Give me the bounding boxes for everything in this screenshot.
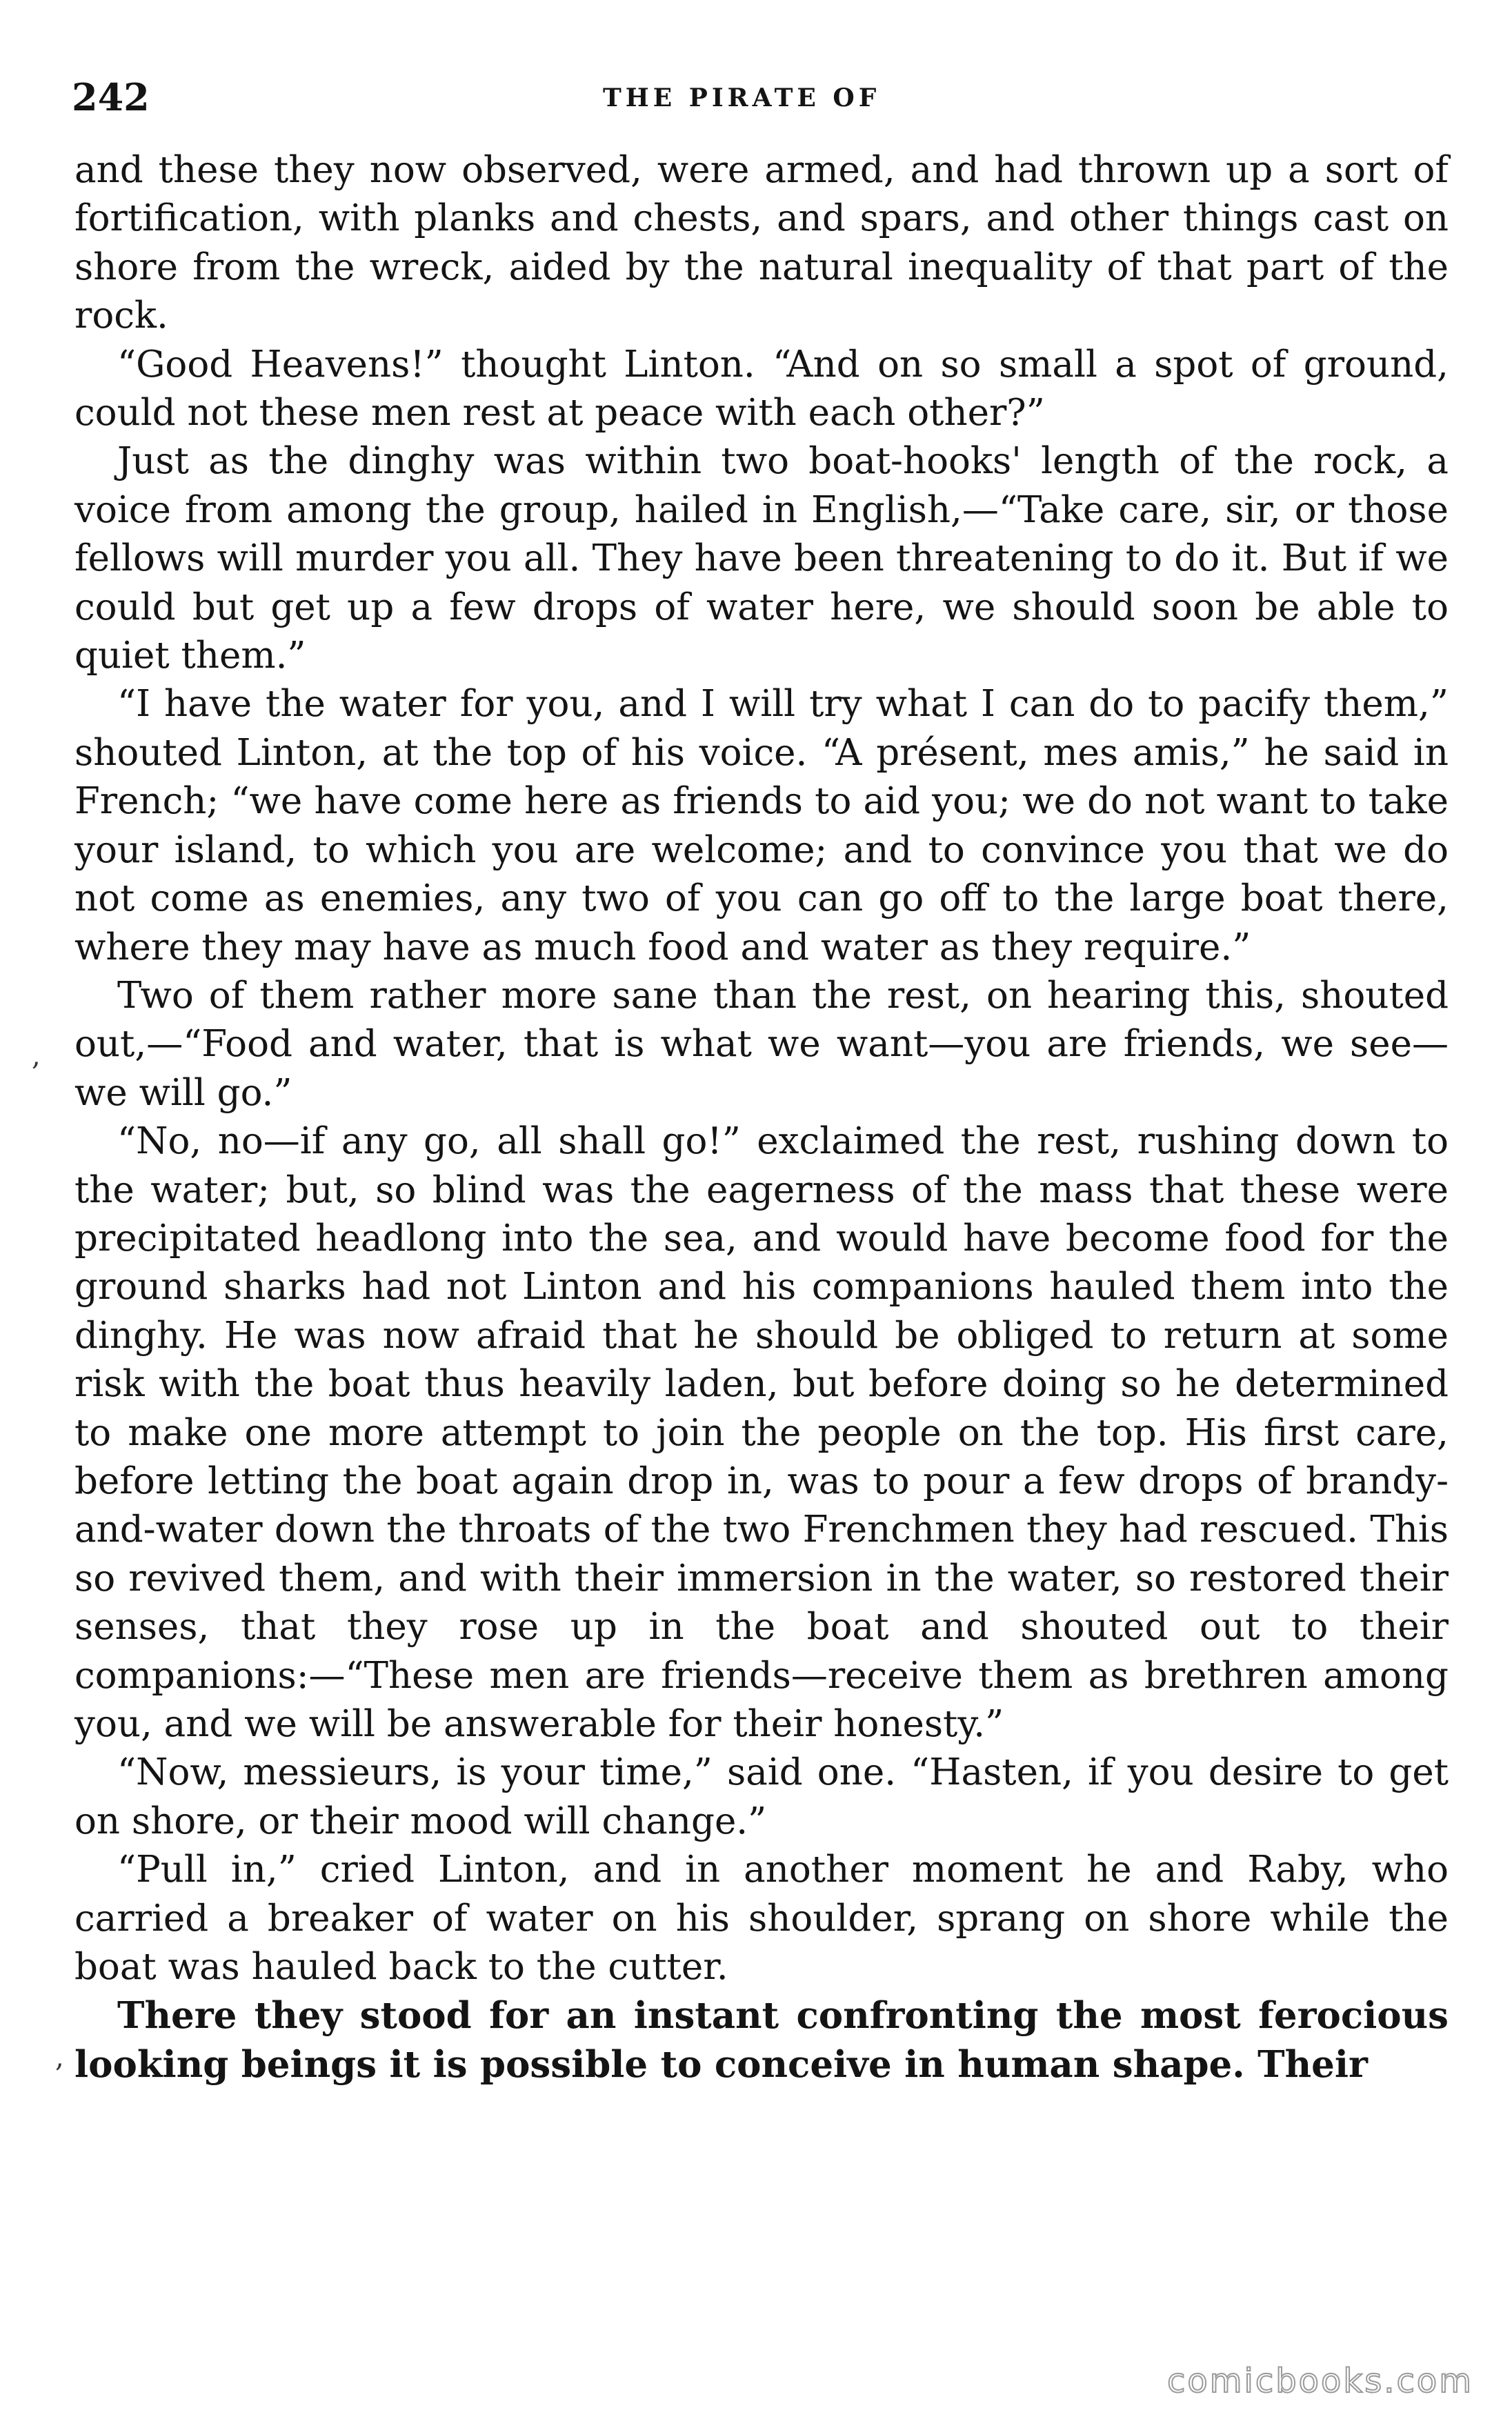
- running-head: THE PIRATE OF: [603, 83, 881, 112]
- paragraph-9: There they stood for an instant confronting the most ferocious looking beings it is possible to conceive in human shape. Their: [74, 1994, 1449, 2086]
- paragraph-5: Two of them rather more sane than the rest, on hearing this, shouted out,—“Food and water, that is what we want—you are friends, we see—we will go.”: [74, 974, 1449, 1114]
- body-text: [74, 146, 1449, 2089]
- page-header: [72, 66, 1451, 128]
- paragraph-4: “I have the water for you, and I will try what I can do to pacify them,” shouted Linton, at the top of his voice. “A présent, mes amis,” he said in French; “we have come here as friends to aid you; we do not want to take your island, to which you are welcome; and to convince you that we do not come as enemies, any two of you can go off to the large boat there, where they may have as much food and water as they require.”: [74, 683, 1449, 968]
- margin-mark: ,: [55, 2042, 64, 2073]
- watermark: comicbooks.com: [1166, 2362, 1473, 2400]
- page-number: 242: [72, 75, 150, 119]
- paragraph-3: Just as the dinghy was within two boat-hooks' length of the rock, a voice from among the group, hailed in English,—“Take care, sir, or those fellows will murder you all. They have been threatening to do it. But if we could but get up a few drops of water here, we should soon be able to quiet them.”: [74, 440, 1449, 677]
- paragraph-8: “Pull in,” cried Linton, and in another moment he and Raby, who carried a breaker of water on his shoulder, sprang on shore while the boat was hauled back to the cutter.: [74, 1849, 1449, 1989]
- paragraph-6: “No, no—if any go, all shall go!” exclaimed the rest, rushing down to the water; but, so blind was the eagerness of the mass that these were precipitated headlong into the sea, and would have become food for the ground sharks had not Linton and his companions hauled them into the dinghy. He was now afraid that he should be obliged to return at some risk with the boat thus heavily laden, but before doing so he determined to make one more attempt to join the people on the top. His first care, before letting the boat again drop in, was to pour a few drops of brandy-and-water down the throats of the two Frenchmen they had rescued. This so revived them, and with their immersion in the water, so restored their senses, that they rose up in the boat and shouted out to their companions:—“These men are friends—receive them as brethren among you, and we will be answerable for their honesty.”: [74, 1120, 1449, 1745]
- margin-mark: ,: [32, 1040, 41, 1072]
- paragraph-7: “Now, messieurs, is your time,” said one. “Hasten, if you desire to get on shore, or their mood will change.”: [74, 1751, 1449, 1842]
- paragraph-1: and these they now observed, were armed, and had thrown up a sort of fortification, with planks and chests, and spars, and other things cast on shore from the wreck, aided by the natural inequality of that part of the rock.: [74, 149, 1449, 337]
- paragraph-2: “Good Heavens!” thought Linton. “And on so small a spot of ground, could not these men rest at peace with each other?”: [74, 343, 1449, 435]
